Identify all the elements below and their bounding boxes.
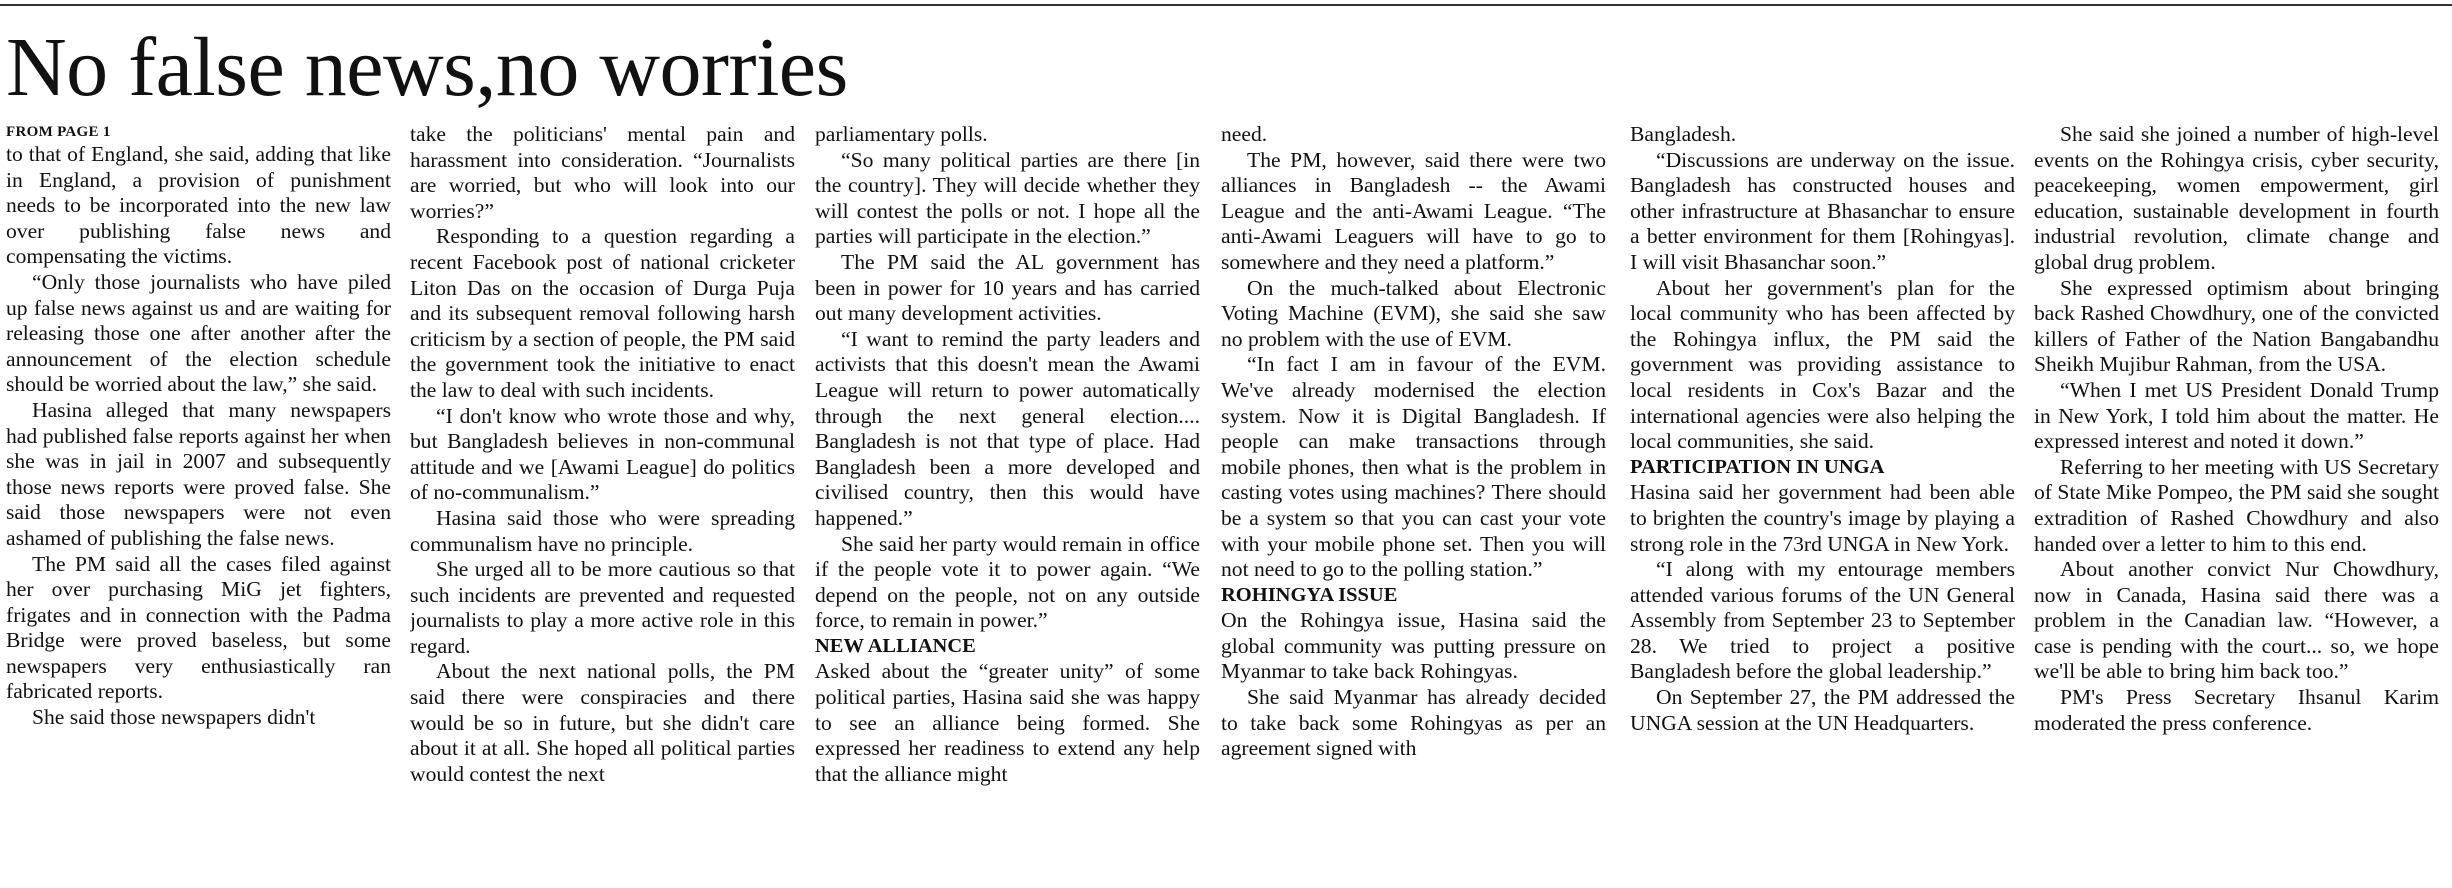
paragraph: About another convict Nur Chowdhury, now in Canada, Hasina said there was a problem in the Canadian law. “However, a case is pending with the court... so, we hope we'll be able to bring him back too.” <box>2034 557 2439 684</box>
paragraph: “Discussions are underway on the issue. Bangladesh has constructed houses and other infrastructure at Bhasanchar to ensure a better environment for them [Rohingyas]. I will visit Bhasanchar soon.” <box>1630 147 2015 274</box>
section-subhead: PARTICIPATION IN UNGA <box>1630 455 1885 478</box>
paragraph: On the Rohingya issue, Hasina said the global community was putting pressure on Myanmar to take back Rohingyas. <box>1221 608 1606 684</box>
paragraph: Responding to a question regarding a recent Facebook post of national cricketer Liton Das on the occasion of Durga Puja and its subsequent removal following harsh criticism by a section of people, the PM said the government took the initiative to enact the law to deal with such incidents. <box>410 224 795 402</box>
paragraph: Bangladesh. <box>1630 122 1737 146</box>
paragraph: need. <box>1221 122 1268 146</box>
paragraph: Hasina said those who were spreading communalism have no principle. <box>410 505 795 556</box>
paragraph: take the politicians' mental pain and harassment into consideration. “Journalists are worried, but who will look into our worries?” <box>410 122 795 223</box>
paragraph: to that of England, she said, adding that like in England, a provision of punishment needs to be incorporated into the new law over publishing false news and compensating the victims. <box>6 142 391 269</box>
column-4 <box>1221 122 1606 888</box>
paragraph: About her government's plan for the local community who has been affected by the Rohingya influx, the PM said the government was providing assistance to local residents in Cox's Bazar and the international agencies were also helping the local communities, she said. <box>1630 275 2015 454</box>
top-rule <box>0 4 2452 6</box>
paragraph: She expressed optimism about bringing back Rashed Chowdhury, one of the convicted killers of Father of the Nation Bangabandhu Sheikh Mujibur Rahman, from the USA. <box>2034 275 2439 377</box>
paragraph: “When I met US President Donald Trump in New York, I told him about the matter. He expressed interest and noted it down.” <box>2034 377 2439 454</box>
article-body <box>0 122 2452 888</box>
column-5 <box>1630 122 2015 888</box>
paragraph: She said those newspapers didn't <box>32 705 316 730</box>
section-subhead: NEW ALLIANCE <box>815 634 976 657</box>
column-1 <box>6 122 391 888</box>
paragraph: She said she joined a number of high-level events on the Rohingya crisis, cyber security, peacekeeping, women empowerment, girl education, sustainable development in fourth industrial revolution, climate change and global drug problem. <box>2034 122 2439 274</box>
paragraph: About the next national polls, the PM said there were conspiracies and there would be so in future, but she didn't care about it at all. She hoped all political parties would contest the next <box>410 659 795 786</box>
section-subhead: ROHINGYA ISSUE <box>1221 583 1398 606</box>
paragraph: She urged all to be more cautious so that such incidents are prevented and requested journalists to play a more active role in this regard. <box>410 557 795 658</box>
paragraph: Hasina said her government had been able to brighten the country's image by playing a strong role in the 73rd UNGA in New York. <box>1630 480 2015 556</box>
paragraph: “I along with my entourage members attended various forums of the UN General Assembly from September 23 to September 28. We tried to project a positive Bangladesh before the global leadership.” <box>1630 557 2015 684</box>
paragraph: “Only those journalists who have piled up false news against us and are waiting for releasing those one after another after the announcement of the election schedule should be worried about the law,” she said. <box>6 269 391 397</box>
paragraph: Referring to her meeting with US Secretary of State Mike Pompeo, the PM said she sought extradition of Rashed Chowdhury and also handed over a letter to him to this end. <box>2034 454 2439 556</box>
paragraph: On September 27, the PM addressed the UNGA session at the UN Headquarters. <box>1630 685 2015 735</box>
paragraph: She said her party would remain in office if the people vote it to power again. “We depend on the people, not on any outside force, to remain in power.” <box>815 531 1200 633</box>
paragraph: The PM said all the cases filed against her over purchasing MiG jet fighters, frigates and in connection with the Padma Bridge were proved baseless, but some newspapers very enthusiastically ran fabricated reports. <box>6 551 391 704</box>
paragraph: On the much-talked about Electronic Voting Machine (EVM), she said she saw no problem with the use of EVM. <box>1221 275 1606 351</box>
paragraph: Asked about the “greater unity” of some political parties, Hasina said she was happy to see an alliance being formed. She expressed her readiness to extend any help that the alliance might <box>815 659 1200 786</box>
column-2 <box>410 122 795 888</box>
paragraph: PM's Press Secretary Ihsanul Karim moderated the press conference. <box>2034 685 2439 735</box>
headline: No false news,no worries <box>6 21 848 114</box>
column-6 <box>2034 122 2439 888</box>
paragraph: Hasina alleged that many newspapers had published false reports against her when she was in jail in 2007 and subsequently those news reports were proved false. She said those newspapers were not even ashamed of publishing the false news. <box>6 397 391 550</box>
paragraph: The PM said the AL government has been in power for 10 years and has carried out many development activities. <box>815 249 1200 326</box>
paragraph: “I want to remind the party leaders and activists that this doesn't mean the Awami League will return to power automatically through the next general election.... Bangladesh is not that type of place. Had Bangladesh been a more developed and civilised country, then this would have happened.” <box>815 326 1200 530</box>
from-page-tag: FROM PAGE 1 <box>6 124 111 140</box>
paragraph: parliamentary polls. <box>815 122 988 146</box>
paragraph: The PM, however, said there were two alliances in Bangladesh -- the Awami League and the anti-Awami League. “The anti-Awami Leaguers will have to go to somewhere and they need a platform.” <box>1221 147 1606 274</box>
paragraph: “I don't know who wrote those and why, but Bangladesh believes in non-communal attitude and we [Awami League] do politics of no-communalism.” <box>410 403 795 505</box>
paragraph: “So many political parties are there [in the country]. They will decide whether they will contest the polls or not. I hope all the parties will participate in the election.” <box>815 147 1200 249</box>
paragraph: She said Myanmar has already decided to take back some Rohingyas as per an agreement signed with <box>1221 685 1606 761</box>
column-3 <box>815 122 1200 888</box>
paragraph: “In fact I am in favour of the EVM. We've already modernised the election system. Now it is Digital Bangladesh. If people can make transactions through mobile phones, then what is the problem in casting votes using machines? There should be a system so that you can cast your vote with your mobile phone set. Then you will not need to go to the polling station.” <box>1221 352 1606 582</box>
